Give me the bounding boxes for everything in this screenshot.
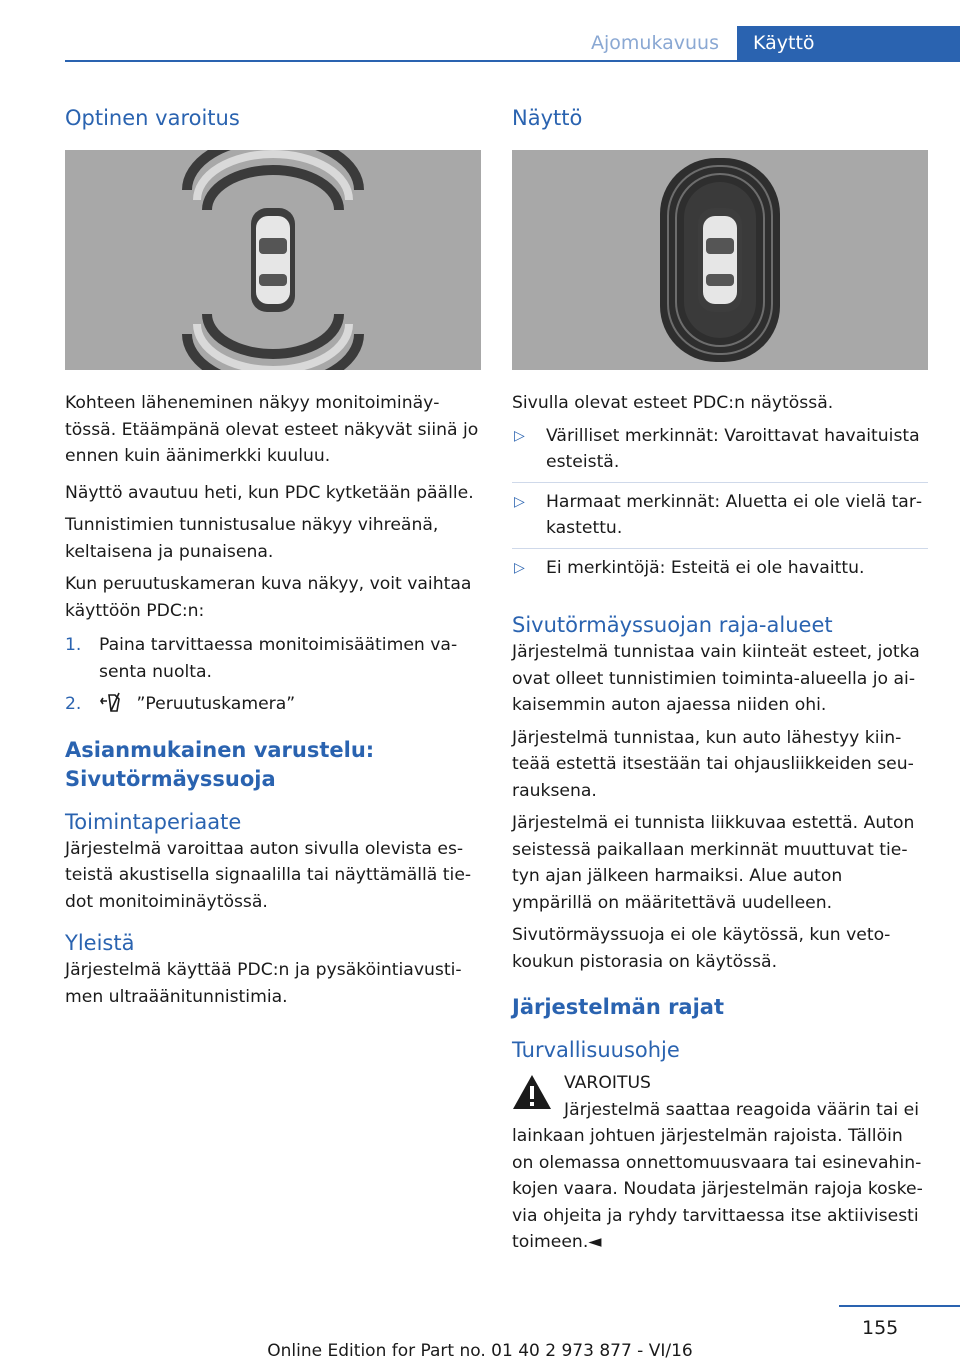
triangle-bullet-icon: ▷	[514, 559, 525, 576]
car-top-view-graphic	[65, 150, 481, 370]
heading-optical-warning: Optinen varoitus	[65, 106, 240, 130]
display-para: Sivulla olevat esteet PDC:n näytössä.	[512, 393, 834, 413]
marker-list	[512, 423, 928, 588]
step-number: 2.	[65, 694, 82, 714]
list-item	[512, 555, 928, 588]
general-para: Järjestelmä käyttää PDC:n ja pysäköintiavustimen ultraäänitunnistimia.	[65, 960, 462, 1007]
optical-para-4: Kun peruutuskameran kuva näkyy, voit vaihtaa käyttöön PDC:n:	[65, 574, 472, 621]
list-item	[512, 489, 928, 549]
warning-triangle-icon	[512, 1074, 552, 1110]
heading-safety: Turvallisuusohje	[512, 1038, 680, 1062]
right-column	[512, 100, 928, 1256]
reversing-camera-icon	[99, 691, 123, 713]
step-text: Paina tarvittaessa monitoimisäätimen vasenta nuolta.	[99, 635, 458, 682]
optical-para-2: Näyttö avautuu heti, kun PDC kytketään päälle.	[65, 482, 474, 503]
warning-title: VAROITUS	[564, 1073, 651, 1093]
side-protection-graphic	[512, 150, 928, 370]
list-item-text: Harmaat merkinnät: Aluetta ei ole vielä tarkastettu.	[546, 491, 923, 538]
optical-para-1: Kohteen läheneminen näkyy monitoiminäytössä. Etäämpänä olevat esteet näkyvät siinä jo ennen kuin äänimerkki kuuluu.	[65, 393, 479, 466]
limits-para-1: Järjestelmä tunnistaa vain kiinteät esteet, jotka ovat olleet tunnistimien toiminta-alueella jo aikaisemmin auton ajaessa niiden ohi.	[512, 642, 920, 715]
page-footer	[0, 1305, 960, 1362]
principle-para: Järjestelmä varoittaa auton sivulla olevista esteistä akustisella signaalilla tai näyttämällä tiedot monitoiminäytössä.	[65, 838, 472, 912]
limits-para-4: Sivutörmäyssuoja ei ole käytössä, kun vetokoukun pistorasia on käytössä.	[512, 925, 891, 972]
list-item-text: Ei merkintöjä: Esteitä ei ole havaittu.	[546, 557, 865, 578]
section-tab: Ajomukavuus	[591, 32, 719, 54]
step-item	[65, 632, 481, 685]
heading-system-limits: Järjestelmän rajat	[512, 995, 725, 1019]
header-rule	[65, 60, 960, 62]
step-number: 1.	[65, 635, 82, 655]
list-item-text: Värilliset merkinnät: Varoittavat havaituista esteistä.	[546, 425, 920, 472]
pdc-optical-illustration	[65, 150, 481, 370]
optical-para-3: Tunnistimien tunnistusalue näkyy vihreänä, keltaisena ja punaisena.	[65, 515, 439, 562]
heading-general: Yleistä	[65, 931, 135, 955]
side-protection-illustration	[512, 150, 928, 370]
page-number: 155	[862, 1317, 899, 1339]
page-header	[0, 0, 960, 62]
heading-equipment: Asianmukainen varustelu: Sivutörmäyssuoja	[65, 737, 375, 791]
heading-display: Näyttö	[512, 106, 583, 130]
limits-para-3: Järjestelmä ei tunnista liikkuvaa estettä. Auton seistessä paikallaan merkinnät muuttuvat tietyn ajan jälkeen harmaiksi. Alue auton ympärillä on määritettävä uudelleen.	[512, 813, 915, 913]
footer-rule	[839, 1305, 960, 1307]
warning-text: lainkaan johtuen järjestelmän rajoista. Tällöin on olemassa onnettomuusvaara tai esinevahinkojen vaara. Noudata järjestelmän rajoja koskevia ohjeita ja ryhdy tarvittaessa itse aktiivisesti toimeen.◄	[512, 1126, 923, 1252]
list-item	[512, 423, 928, 483]
warning-first-line: Järjestelmä saattaa reagoida väärin tai ei	[564, 1099, 920, 1120]
left-column	[65, 100, 481, 1010]
active-section-tab: Käyttö	[737, 26, 960, 60]
edition-note: Online Edition for Part no. 01 40 2 973 877 - VI/16	[267, 1341, 693, 1361]
warning-box	[512, 1070, 928, 1256]
step-text: ”Peruutuskamera”	[136, 694, 296, 714]
triangle-bullet-icon: ▷	[514, 493, 525, 510]
limits-para-2: Järjestelmä tunnistaa, kun auto lähestyy kiinteää estettä itsestään tai ohjausliikkeiden seurauksena.	[512, 727, 914, 801]
heading-limits-area: Sivutörmäyssuojan raja-alueet	[512, 613, 833, 637]
triangle-bullet-icon: ▷	[514, 427, 525, 444]
steps-list	[65, 632, 481, 718]
heading-principle: Toimintaperiaate	[65, 809, 242, 834]
step-item	[65, 691, 481, 718]
